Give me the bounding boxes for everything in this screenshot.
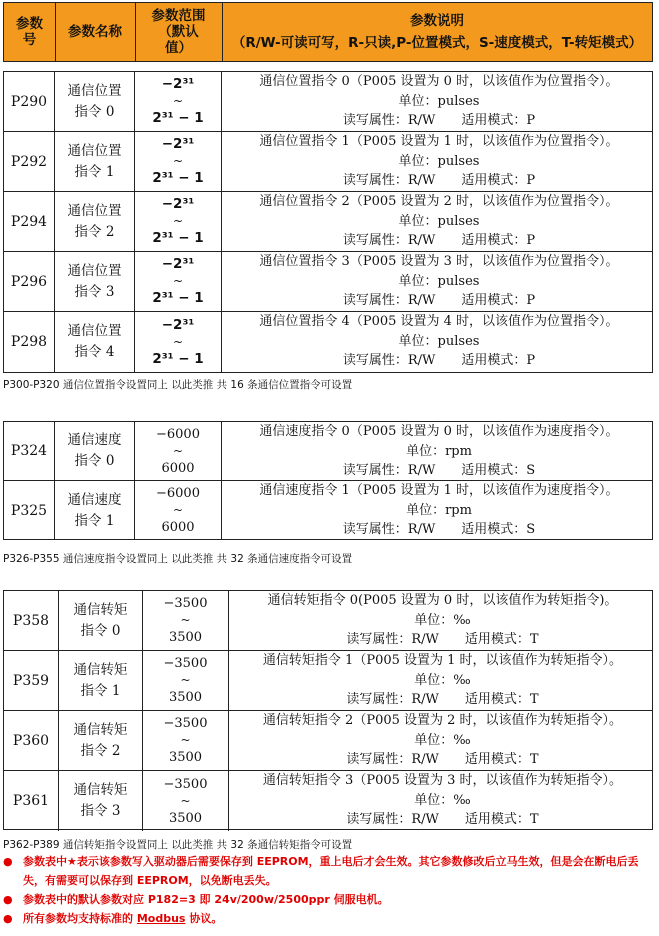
torque-command-table (3, 590, 653, 830)
param-range-line: 2³¹ − 1 (152, 350, 204, 367)
table-row (4, 481, 652, 540)
param-name (55, 192, 135, 251)
param-range-line: ~ (180, 793, 191, 808)
table-row (4, 771, 652, 831)
table-row (4, 72, 652, 132)
param-description (222, 481, 652, 540)
param-range-line: −6000 (156, 486, 200, 501)
param-description-line: 通信速度指令 0（P005 设置为 0 时，以该值作为速度指令）。 (259, 424, 619, 439)
param-range-line: 3500 (168, 690, 203, 705)
param-range-line: ~ (172, 154, 184, 168)
note-item-modbus (3, 909, 655, 928)
param-description-line: 单位：pulses (398, 333, 480, 349)
param-range (143, 651, 229, 710)
param-range-line: −3500 (163, 776, 208, 792)
param-description-line: 读写属性：R/W 适用模式：T (346, 812, 539, 827)
param-range-line: ~ (172, 443, 184, 458)
param-name-line: 通信位置 (67, 323, 122, 339)
header-param-number: 参数 号 (4, 3, 56, 61)
position-command-table (3, 71, 653, 373)
param-range-line: ~ (180, 673, 191, 687)
param-description (229, 651, 652, 710)
param-range-line: 2³¹ − 1 (152, 170, 204, 186)
param-description-line: 通信位置指令 0（P005 设置为 0 时，以该值作为位置指令）。 (259, 74, 619, 89)
param-name-line: 指令 1 (74, 163, 115, 180)
param-description-line: 单位：‰ (414, 732, 471, 748)
param-description-line: 单位：rpm (406, 443, 472, 459)
param-description-line: 单位：pulses (398, 213, 480, 229)
param-description-line: 读写属性：R/W 适用模式：P (342, 173, 536, 188)
param-range (135, 72, 222, 131)
param-name-line: 指令 3 (74, 283, 115, 300)
param-description (222, 252, 652, 311)
param-description-line: 通信位置指令 3（P005 设置为 3 时，以该值作为位置指令）。 (259, 254, 619, 269)
param-name-line: 通信转矩 (73, 661, 128, 678)
param-name (55, 252, 135, 311)
table-row (4, 132, 652, 192)
param-description-line: 读写属性：R/W 适用模式：T (346, 692, 539, 707)
param-description (229, 771, 652, 831)
param-range-line: ~ (172, 334, 184, 349)
param-range-line: 2³¹ − 1 (152, 230, 204, 246)
param-range-line: 6000 (161, 460, 195, 476)
param-range-line: 6000 (161, 520, 195, 535)
param-range-line: ~ (180, 733, 191, 747)
torque-command-note: P362-P389 通信转矩指令设置同上 以此类推 共 32 条通信转矩指令可设置 (3, 839, 353, 851)
param-name-line: 通信位置 (67, 262, 122, 279)
param-description (229, 591, 652, 650)
table-row (4, 711, 652, 771)
param-range-line: 3500 (168, 630, 203, 645)
param-range (135, 132, 222, 191)
param-description-line: 读写属性：R/W 适用模式：T (346, 632, 539, 647)
param-number: P359 (4, 651, 59, 710)
param-range (143, 771, 229, 831)
param-name-line: 指令 4 (74, 344, 115, 360)
header-param-range: 参数范围 （默认 值） (135, 3, 223, 61)
note-item-default-params (3, 890, 655, 909)
param-name-line: 指令 0 (74, 103, 115, 120)
param-range-line: −2³¹ (161, 256, 195, 272)
param-range (135, 192, 222, 251)
param-description (222, 312, 652, 372)
param-name (59, 771, 143, 831)
param-name-line: 指令 2 (80, 742, 121, 759)
param-description-line: 读写属性：R/W 适用模式：P (342, 233, 536, 248)
notes-list (3, 852, 655, 928)
param-description-line: 通信位置指令 4（P005 设置为 4 时，以该值作为位置指令）。 (259, 314, 619, 329)
param-range (135, 252, 222, 311)
param-description-line: 读写属性：R/W 适用模式：P (342, 353, 536, 368)
param-description-line: 单位：‰ (414, 612, 471, 628)
header-param-name: 参数名称 (55, 3, 136, 61)
param-description-line: 单位：pulses (398, 273, 480, 289)
param-description (229, 711, 652, 770)
param-name (55, 422, 135, 480)
param-range (135, 312, 222, 372)
note-text-modbus: 所有参数均支持标准的 Modbus 协议。 (23, 912, 223, 925)
param-description-line: 通信转矩指令 1（P005 设置为 1 时，以该值作为转矩指令）。 (262, 653, 623, 668)
speed-command-note: P326-P355 通信速度指令设置同上 以此类推 共 32 条通信速度指令可设置 (3, 553, 353, 565)
param-range-line: −2³¹ (161, 136, 195, 152)
param-description (222, 72, 652, 131)
param-number: P298 (4, 312, 55, 372)
note-item-eeprom (3, 852, 655, 890)
table-row (4, 591, 652, 651)
param-description-line: 单位：pulses (398, 153, 480, 169)
param-name-line: 指令 3 (80, 803, 121, 819)
param-name (59, 591, 143, 650)
param-number: P324 (4, 422, 55, 480)
header-description-legend: （R/W-可读可写，R-只读,P-位置模式，S-速度模式，T-转矩模式） (231, 35, 643, 51)
note-text-default-params: 参数表中的默认参数对应 P182=3 即 24v/200w/2500ppr 伺服电机。 (23, 893, 389, 906)
param-name-line: 通信位置 (67, 142, 122, 159)
param-name (55, 312, 135, 372)
param-description-line: 单位：‰ (414, 672, 471, 688)
note-text-eeprom: 参数表中★表示该参数写入驱动器后需要保存到 EEPROM，重上电后才会生效。其它参数修改后立马生效，但是会在断电后丢失，有需要可以保存到 EEPROM，以免断电丢失。 (23, 855, 639, 887)
param-description-line: 读写属性：R/W 适用模式：T (346, 752, 539, 767)
param-name (55, 72, 135, 131)
table-row (4, 651, 652, 711)
param-range-line: −3500 (163, 716, 208, 731)
param-number: P360 (4, 711, 59, 770)
bullet-icon: ● (3, 893, 13, 906)
param-range-line: ~ (180, 613, 191, 627)
table-row (4, 192, 652, 252)
param-range-line: 3500 (168, 750, 203, 765)
param-description-line: 单位：rpm (406, 502, 472, 518)
param-name-line: 通信转矩 (73, 601, 128, 618)
param-range-line: 2³¹ − 1 (152, 110, 204, 126)
param-range (143, 711, 229, 770)
param-range-line: −2³¹ (161, 196, 195, 212)
param-name (59, 651, 143, 710)
param-description-line: 通信转矩指令 3（P005 设置为 3 时，以该值作为转矩指令）。 (262, 773, 623, 788)
param-number: P358 (4, 591, 59, 650)
param-range-line: 2³¹ − 1 (152, 290, 204, 306)
param-range-line: −3500 (163, 656, 208, 671)
param-name-line: 指令 1 (74, 512, 115, 529)
param-description-line: 通信转矩指令 2（P005 设置为 2 时，以该值作为转矩指令）。 (262, 713, 623, 728)
param-description-line: 通信转矩指令 0(P005 设置为 0 时，以该值作为转矩指令)。 (267, 593, 618, 608)
table-row (4, 422, 652, 481)
param-name-line: 通信转矩 (73, 721, 128, 738)
param-number: P292 (4, 132, 55, 191)
param-name-line: 指令 0 (74, 453, 115, 469)
param-name-line: 指令 0 (80, 622, 121, 639)
param-number: P294 (4, 192, 55, 251)
param-name (55, 481, 135, 540)
bullet-icon: ● (3, 855, 13, 868)
speed-command-table (3, 421, 653, 540)
param-name-line: 通信转矩 (73, 782, 128, 798)
modbus-link[interactable]: Modbus (136, 912, 186, 925)
param-range-line: −6000 (156, 426, 200, 442)
param-range-line: ~ (172, 274, 184, 288)
param-range (143, 591, 229, 650)
param-description-line: 单位：‰ (414, 792, 471, 808)
param-number: P296 (4, 252, 55, 311)
param-description-line: 单位：pulses (398, 93, 480, 109)
header-param-description (222, 3, 652, 61)
param-name-line: 通信速度 (67, 491, 122, 508)
param-range-line: −2³¹ (161, 76, 195, 92)
param-range-line: ~ (172, 94, 184, 108)
param-description-line: 通信速度指令 1（P005 设置为 1 时，以该值作为速度指令）。 (259, 483, 619, 498)
header-description-title: 参数说明 (410, 13, 464, 29)
param-name-line: 通信位置 (67, 202, 122, 219)
param-number: P290 (4, 72, 55, 131)
param-name-line: 指令 2 (74, 223, 115, 240)
parameter-table-header (3, 2, 653, 62)
param-number: P361 (4, 771, 59, 831)
param-range-line: ~ (172, 214, 184, 228)
param-description-line: 通信位置指令 1（P005 设置为 1 时，以该值作为位置指令）。 (259, 134, 619, 149)
param-name-line: 指令 1 (80, 682, 121, 699)
param-name (55, 132, 135, 191)
param-description (222, 192, 652, 251)
param-range-line: 3500 (168, 810, 203, 826)
param-name-line: 通信速度 (67, 432, 122, 448)
param-description-line: 读写属性：R/W 适用模式：P (342, 113, 536, 128)
param-description-line: 读写属性：R/W 适用模式：P (342, 293, 536, 308)
table-row (4, 312, 652, 372)
param-description (222, 132, 652, 191)
param-description-line: 读写属性：R/W 适用模式：S (342, 522, 536, 537)
param-range-line: ~ (172, 503, 184, 517)
param-description-line: 读写属性：R/W 适用模式：S (342, 463, 536, 478)
table-row (4, 252, 652, 312)
param-description-line: 通信位置指令 2（P005 设置为 2 时，以该值作为位置指令）。 (259, 194, 619, 209)
position-command-note: P300-P320 通信位置指令设置同上 以此类推 共 16 条通信位置指令可设置 (3, 379, 353, 391)
param-range (135, 481, 222, 540)
param-range-line: −2³¹ (161, 316, 195, 333)
param-range (135, 422, 222, 480)
param-number: P325 (4, 481, 55, 540)
param-name (59, 711, 143, 770)
bullet-icon: ● (3, 912, 13, 925)
param-range-line: −3500 (163, 596, 208, 611)
param-name-line: 通信位置 (67, 82, 122, 99)
param-description (222, 422, 652, 480)
